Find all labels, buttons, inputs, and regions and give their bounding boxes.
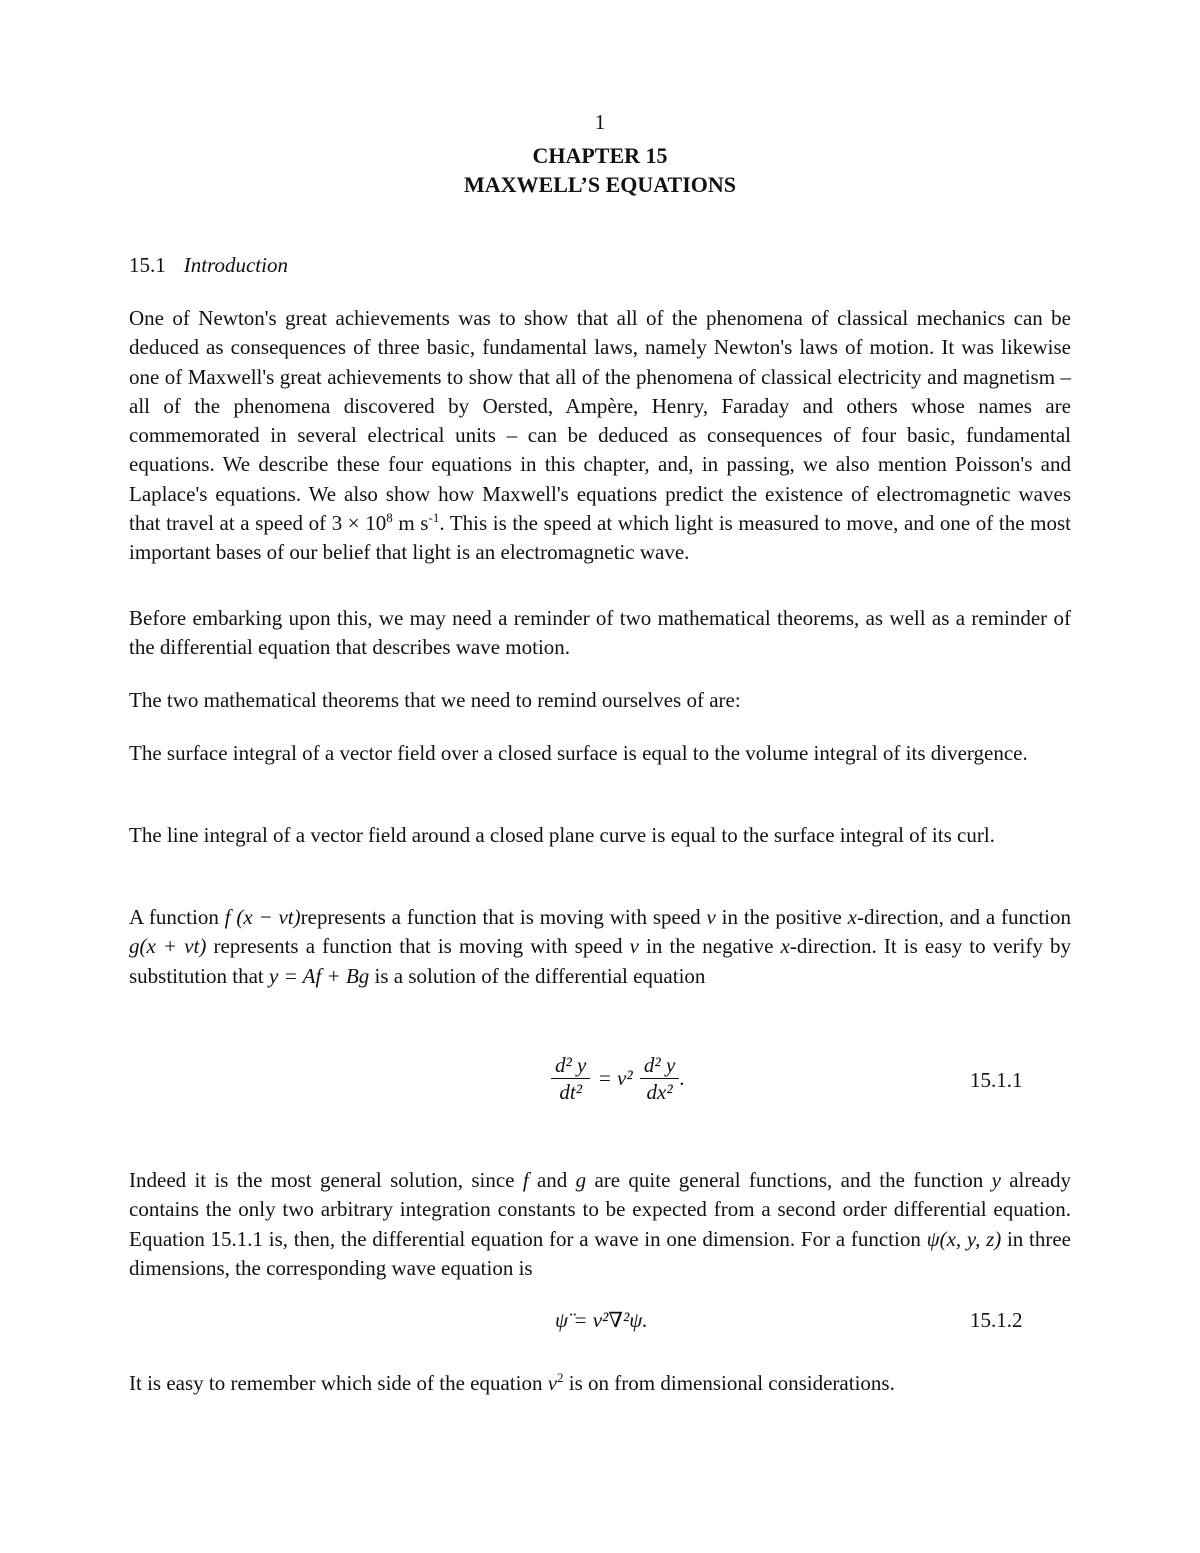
math-inline: v [547, 1371, 558, 1395]
text-run: already contains the only two arbitrary integration constants to be expected from a second order differential equation. Equation 15.1.1 is, then, the differential equation for a wave in one dimension. For a function [129, 1168, 1072, 1251]
text-run: and [528, 1168, 576, 1192]
equation-label: 15.1.1 [970, 1068, 1023, 1092]
paragraph-theorems: The two mathematical theorems that we need to remind ourselves of are: [129, 688, 741, 712]
text-run: One of Newton's great achievements was to show that all of the phenomena of classical mechanics can be deduced as consequences of three basic, fundamental laws, namely Newton's laws of motion. It was likewise one of Maxwell's great achievements to show that all of the phenomena of classical electricity and magnetism – all of the phenomena discovered by Oersted, Ampère, Henry, Faraday and others whose names are commemorated in several electrical units – can be deduced as consequences of four basic, fundamental equations. We describe these four equations in this chapter, and, in passing, we also mention Poisson's and Laplace's equations. We also show how Maxwell's equations predict the existence of electromagnetic waves that travel at a speed of 3 × 10 [129, 306, 1071, 536]
chapter-title: MAXWELL’S EQUATIONS [463, 172, 736, 197]
equation-15-1-1 [551, 1052, 685, 1105]
text-run: in the positive [715, 905, 848, 929]
math-inline: f (x − vt) [224, 905, 301, 929]
math-inline: x [780, 934, 790, 959]
paragraph-dimensional [129, 1369, 1071, 1398]
paragraph-wave-function [129, 903, 1071, 991]
fraction-denominator: dt² [559, 1080, 582, 1104]
fraction-numerator: d² y [640, 1052, 679, 1079]
math-inline: f [522, 1168, 529, 1192]
fraction [640, 1052, 679, 1105]
equation-15-1-2: ψ̈ = v²∇²ψ. [555, 1308, 648, 1332]
fraction [551, 1052, 590, 1105]
text-run: in three dimensions, the corresponding wave equation is [129, 1226, 1072, 1280]
math-inline: y = Af + Bg [269, 963, 370, 988]
text-run: in the negative [638, 934, 781, 959]
text-run: . This is the speed at which light is measured to move, and one of the most important bases of our belief that light is an electromagnetic wave. [129, 511, 1071, 565]
section-heading [129, 253, 288, 278]
text-run: is on from dimensional considerations. [563, 1371, 895, 1395]
text-run: are quite general functions, and the function [586, 1168, 992, 1192]
text-run: -direction. It is easy to verify by substitution that [129, 934, 1071, 988]
text-run: -direction, and a function [856, 905, 1071, 929]
math-inline: v [629, 934, 639, 959]
text-run: A function [129, 905, 225, 929]
paragraph-intro [129, 304, 1071, 568]
chapter-number: CHAPTER 15 [532, 143, 668, 168]
math-inline: v [706, 905, 716, 929]
equation-operator: = v² [597, 1066, 633, 1090]
text-run: represents a function that is moving with speed [300, 905, 707, 929]
page-number: 1 [594, 110, 606, 134]
equation-period: . [679, 1066, 685, 1090]
section-number: 15.1 [129, 253, 166, 277]
math-inline: y [991, 1168, 1001, 1192]
exponent: 8 [386, 510, 393, 526]
math-inline: x [847, 905, 857, 929]
text-run: represents a function that is moving with speed [206, 934, 630, 959]
paragraph-divergence-theorem: The surface integral of a vector field over a closed surface is equal to the volume integral of its divergence. [129, 741, 1028, 765]
math-inline: g(x + vt) [129, 934, 207, 959]
fraction-denominator: dx² [646, 1080, 673, 1104]
text-run: m s [392, 511, 429, 536]
text-run: It is easy to remember which side of the equation [129, 1371, 548, 1395]
exponent: -1 [428, 510, 440, 526]
equation-label: 15.1.2 [970, 1308, 1023, 1332]
math-inline: ψ(x, y, z) [926, 1226, 1002, 1251]
fraction-numerator: d² y [551, 1052, 590, 1079]
math-inline: g [575, 1168, 587, 1192]
paragraph-stokes-theorem: The line integral of a vector field around a closed plane curve is equal to the surface integral of its curl. [129, 823, 995, 847]
text-run: Indeed it is the most general solution, since [129, 1168, 523, 1192]
paragraph-reminder: Before embarking upon this, we may need a reminder of two mathematical theorems, as well as a reminder of the differential equation that describes wave motion. [129, 606, 1071, 660]
section-title: Introduction [183, 253, 288, 277]
text-run: is a solution of the differential equation [369, 963, 706, 988]
exponent: 2 [557, 1370, 564, 1385]
paragraph-general-solution [129, 1166, 1071, 1283]
